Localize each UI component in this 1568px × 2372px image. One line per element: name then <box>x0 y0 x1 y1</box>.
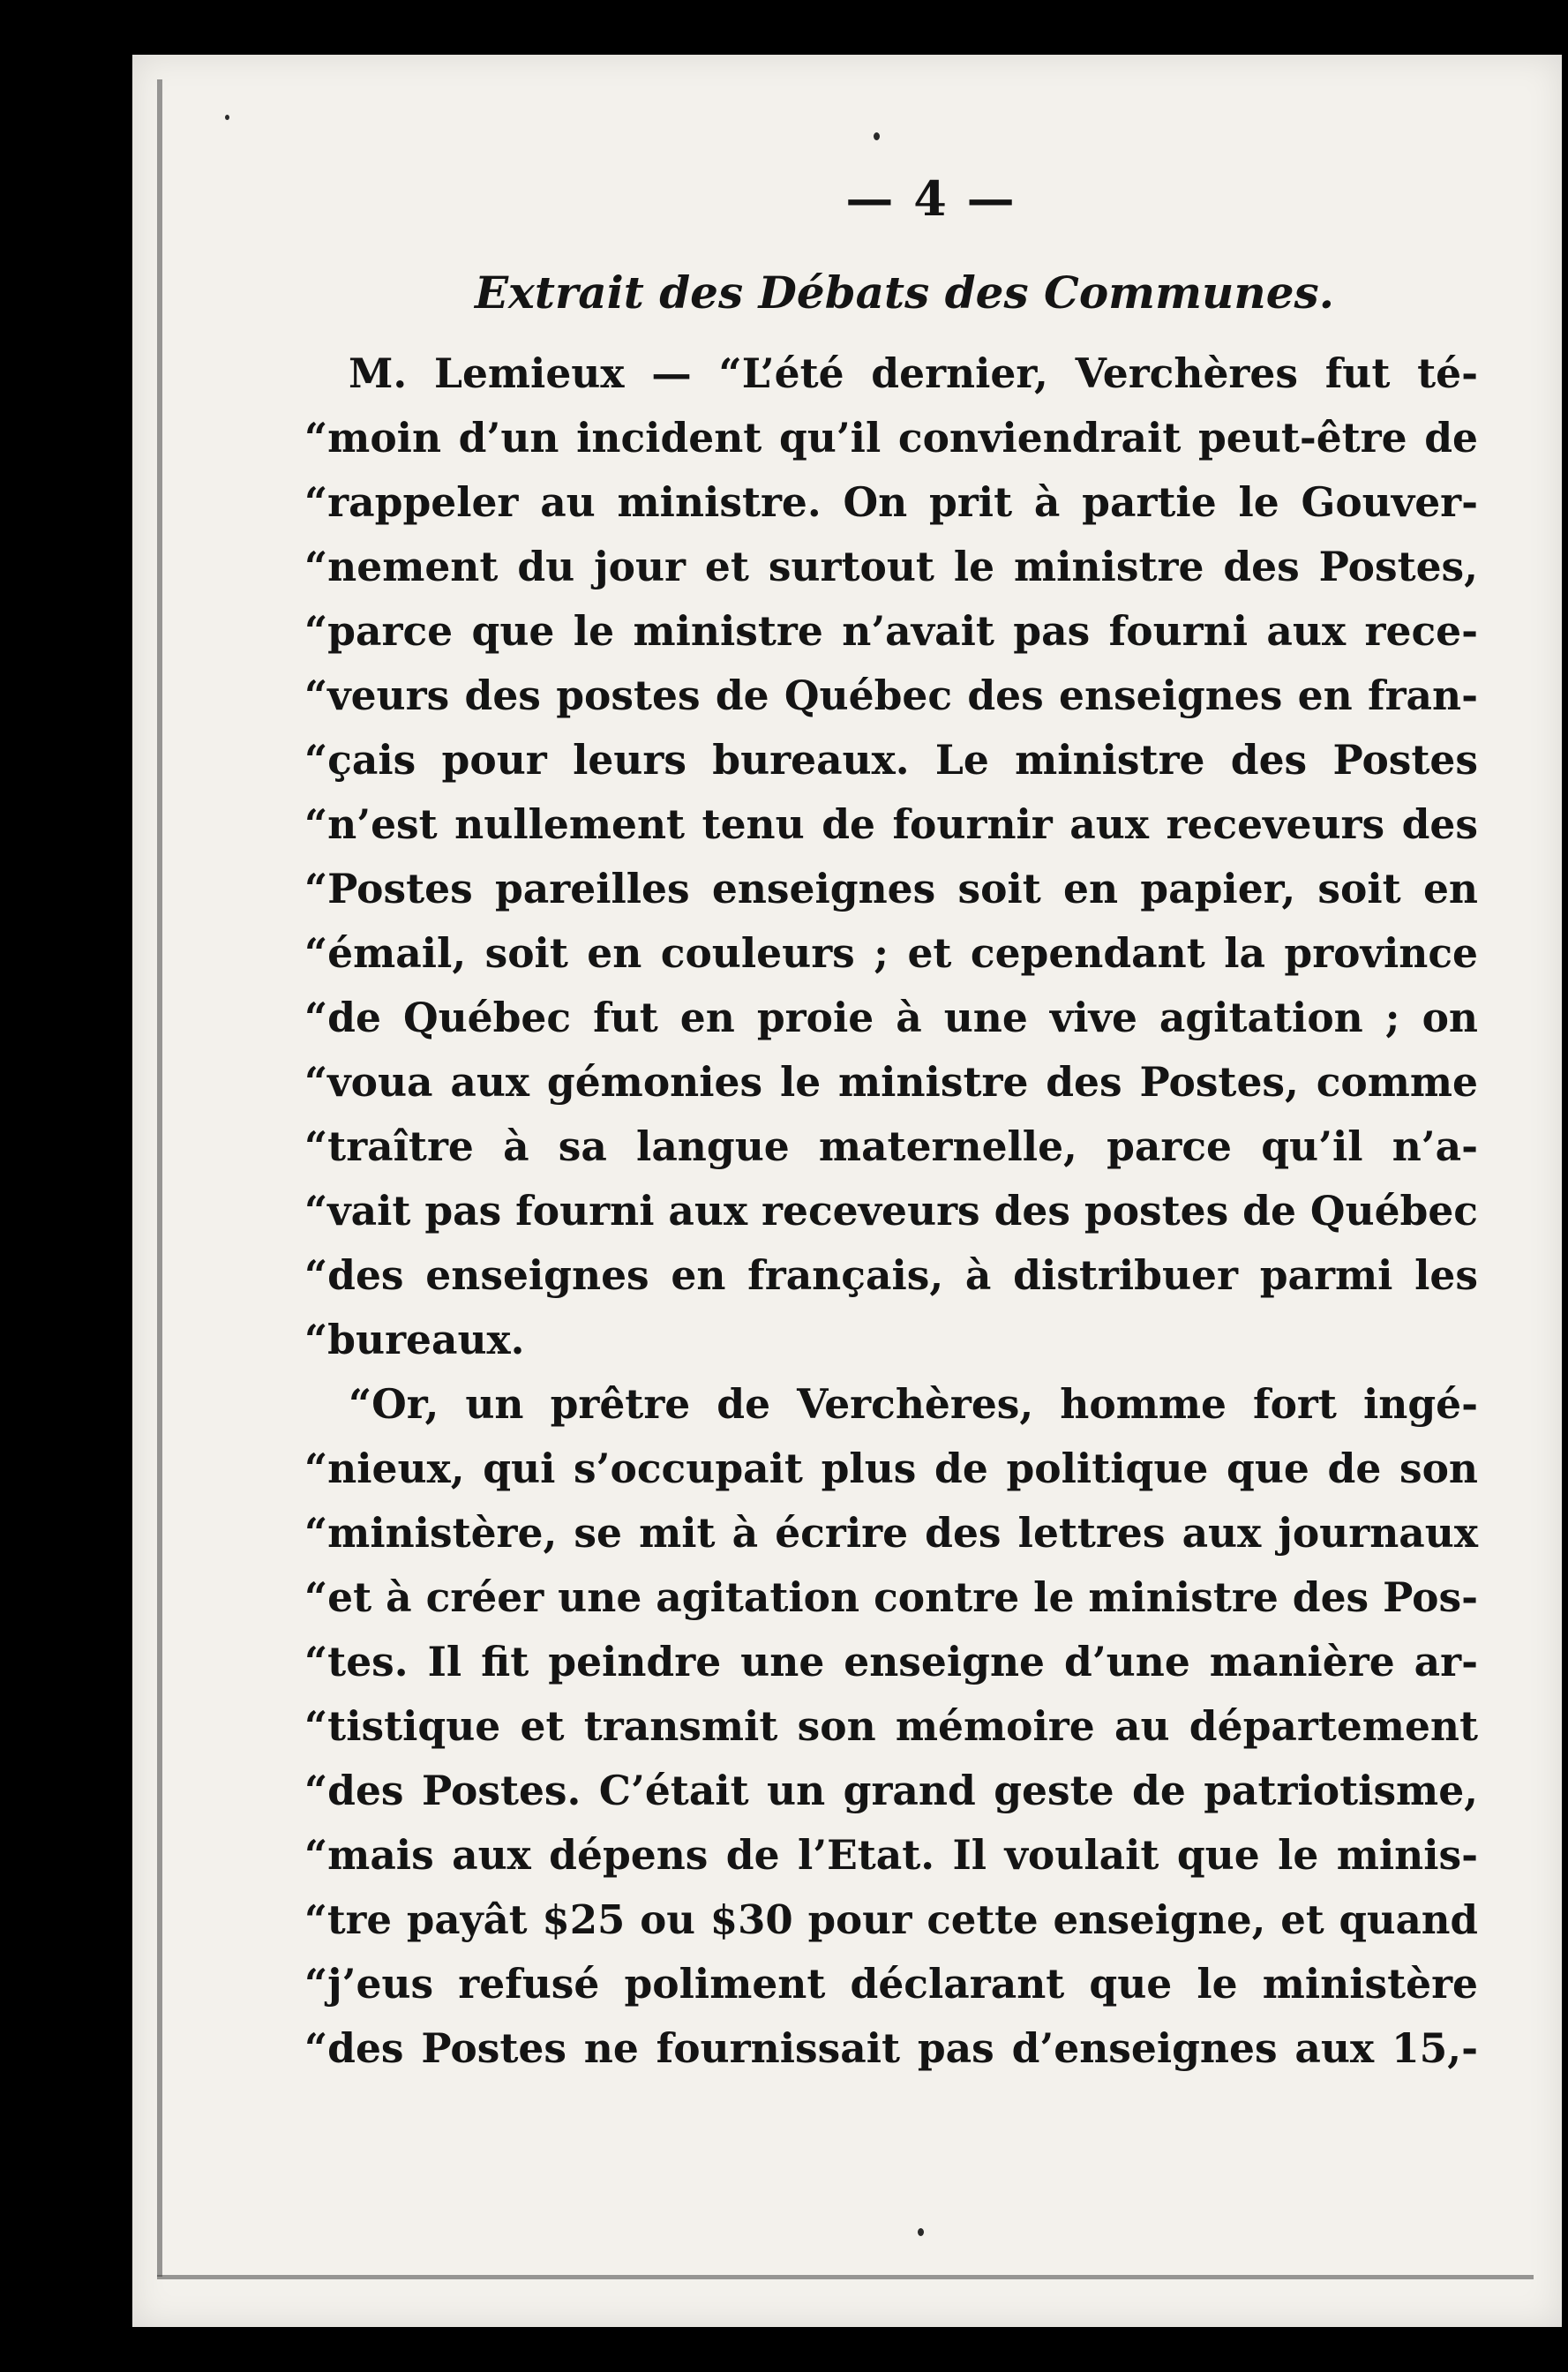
text-line: “tre payât $25 ou $30 pour cette enseigne, et quand <box>304 1896 1478 1943</box>
text-line: “nieux, qui s’occupait plus de politique que de son <box>304 1445 1478 1492</box>
page-heading: Extrait des Débats des Communes. <box>474 266 1335 319</box>
text-line: “Postes pareilles enseignes soit en papier, soit en <box>304 865 1478 912</box>
text-line: “ministère, se mit à écrire des lettres aux journaux <box>304 1509 1478 1557</box>
text-line: “mais aux dépens de l’Etat. Il voulait que le minis- <box>304 1831 1478 1879</box>
text-line: “çais pour leurs bureaux. Le ministre des Postes <box>304 736 1478 784</box>
text-line: “émail, soit en couleurs ; et cependant la province <box>304 929 1478 977</box>
page-number: — 4 — <box>845 170 1017 227</box>
page-text <box>304 163 1478 2081</box>
text-line: “Or, un prêtre de Verchères, homme fort ingé- <box>349 1380 1478 1428</box>
text-line: “veurs des postes de Québec des enseignes en fran- <box>304 672 1478 719</box>
text-line: “des Postes ne fournissait pas d’enseignes aux 15,- <box>304 2024 1478 2072</box>
page-left-edge <box>157 79 162 2277</box>
text-line: “et à créer une agitation contre le ministre des Pos- <box>304 1573 1478 1621</box>
text-line: “rappeler au ministre. On prit à partie le Gouver- <box>304 478 1478 526</box>
scan-speck <box>874 132 880 140</box>
text-line: “des Postes. C’était un grand geste de patriotisme, <box>304 1767 1478 1814</box>
paragraph-2 <box>304 1372 1478 2081</box>
text-line: “parce que le ministre n’avait pas fourni aux rece- <box>304 607 1478 655</box>
text-line: “moin d’un incident qu’il conviendrait peut-être de <box>304 414 1478 462</box>
scan-speck <box>918 2228 924 2236</box>
text-line: “n’est nullement tenu de fournir aux receveurs des <box>304 800 1478 848</box>
text-line: “j’eus refusé poliment déclarant que le ministère <box>304 1960 1478 2008</box>
text-line: “des enseignes en français, à distribuer parmi les <box>304 1251 1478 1299</box>
page-bottom-edge <box>157 2275 1534 2279</box>
text-line: “nement du jour et surtout le ministre des Postes, <box>304 543 1478 590</box>
text-line: “tes. Il fit peindre une enseigne d’une manière ar- <box>304 1638 1478 1685</box>
paragraph-1 <box>304 342 1478 1372</box>
text-line: “voua aux gémonies le ministre des Postes, comme <box>304 1058 1478 1106</box>
text-line: “tistique et transmit son mémoire au département <box>304 1702 1478 1750</box>
text-line: M. Lemieux — “L’été dernier, Verchères fut té- <box>349 349 1478 397</box>
text-line: “vait pas fourni aux receveurs des postes de Québec <box>304 1187 1478 1235</box>
text-line: “traître à sa langue maternelle, parce qu’il n’a- <box>304 1122 1478 1170</box>
text-line: “de Québec fut en proie à une vive agitation ; on <box>304 994 1478 1041</box>
text-line: “bureaux. <box>304 1316 525 1363</box>
scan-speck <box>225 115 229 120</box>
